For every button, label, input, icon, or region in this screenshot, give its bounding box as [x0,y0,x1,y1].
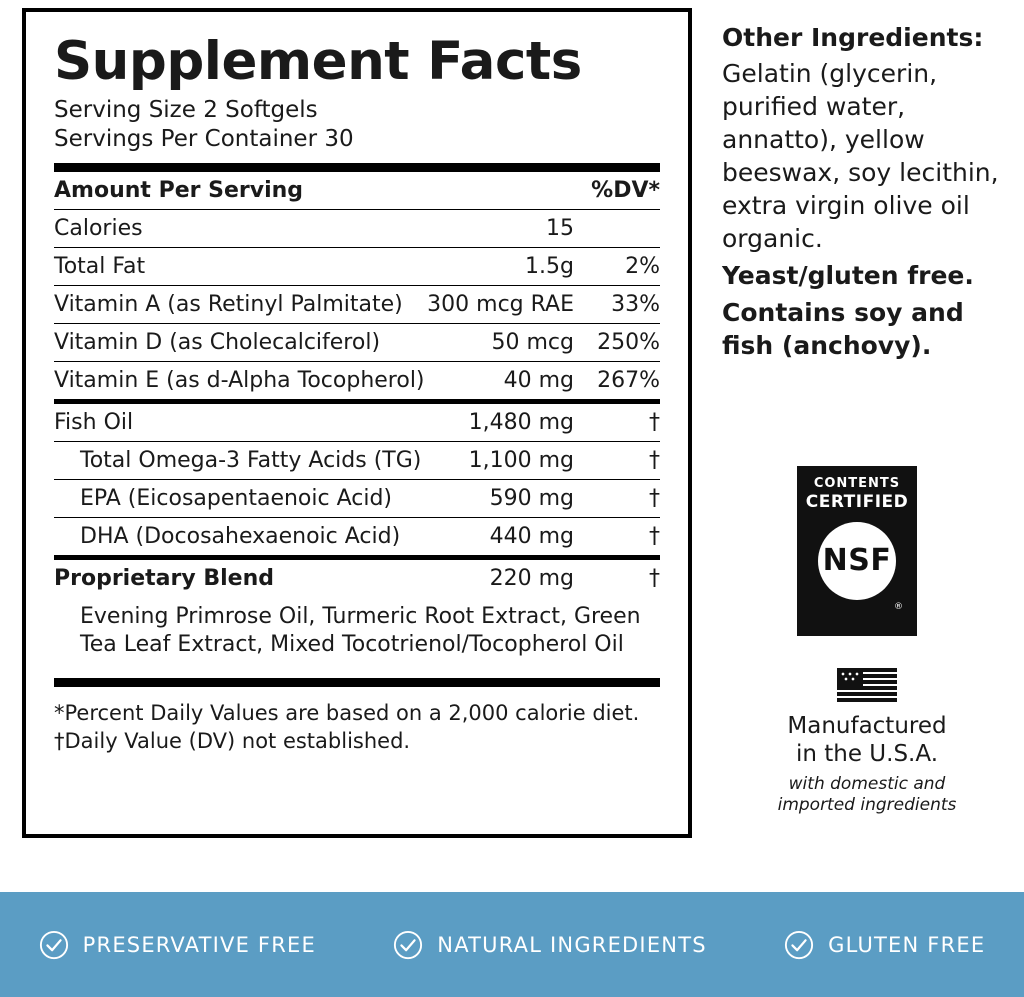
claim-label: GLUTEN FREE [828,932,986,957]
allergen-line-1: Yeast/gluten free. [722,260,974,290]
claim-preservative-free [39,930,316,960]
row-dv: 2% [580,247,660,285]
table-row [54,285,660,323]
row-name: Vitamin A (as Retinyl Palmitate) [54,285,426,323]
table-row [54,209,660,247]
ingredients-origin-line-1: with domestic and [788,774,946,795]
check-circle-icon [39,930,69,960]
row-amount: 15 [426,209,580,247]
row-name: Proprietary Blend [54,565,274,591]
row-amount: 440 mg [426,517,580,557]
manufactured-line-1: Manufactured [787,713,947,739]
table-row [54,557,660,597]
table-row [54,441,660,479]
row-name: Total Fat [54,247,426,285]
row-dv: 33% [580,285,660,323]
header-dv: %DV* [580,172,660,210]
other-ingredients-block [722,22,1007,362]
row-amount: 1,100 mg [426,441,580,479]
divider-thick-bottom [54,678,660,687]
check-circle-icon [393,930,423,960]
row-name: Calories [54,209,426,247]
ingredients-origin-line-2: imported ingredients [777,795,957,816]
manufactured-line-2: in the U.S.A. [795,741,939,768]
row-amount: 1.5g [426,247,580,285]
footnote-dagger: †Daily Value (DV) not established. [54,729,411,754]
servings-per-container: Servings Per Container 30 [54,126,354,153]
row-name: Vitamin E (as d-Alpha Tocopherol) [54,361,426,401]
row-amount: 40 mg [426,361,580,401]
proprietary-blend-description: Evening Primrose Oil, Turmeric Root Extract, Green Tea Leaf Extract, Mixed Tocotrienol/Tocopherol Oil [80,603,641,658]
row-name: EPA (Eicosapentaenoic Acid) [54,479,426,517]
made-in-usa-block [722,668,1012,817]
row-amount: 220 mg [489,565,574,591]
row-dv: 250% [580,323,660,361]
row-dv: † [649,565,660,591]
supplement-facts-title: Supplement Facts [54,31,582,92]
nsf-contents-label: CONTENTS [813,476,901,491]
header-spacer [426,172,580,210]
supplement-facts-table [54,172,660,597]
nsf-mark: NSF [818,522,896,600]
row-name: Total Omega-3 Fatty Acids (TG) [54,441,426,479]
nsf-certified-badge [797,466,917,636]
table-row [54,323,660,361]
claim-label: PRESERVATIVE FREE [82,932,316,957]
nsf-registered-symbol: ® [894,602,903,612]
row-name: DHA (Docosahexaenoic Acid) [54,517,426,557]
table-row [54,247,660,285]
row-amount: 50 mcg [426,323,580,361]
divider-thick-top [54,163,660,172]
row-dv: † [580,517,660,557]
row-amount: 300 mcg RAE [426,285,580,323]
table-row [54,517,660,557]
table-row [54,361,660,401]
claim-natural-ingredients [393,930,706,960]
claims-banner [0,892,1024,997]
check-circle-icon [784,930,814,960]
supplement-facts-panel [22,8,692,838]
nsf-certified-label: CERTIFIED [805,492,909,512]
other-ingredients-body: Gelatin (glycerin, purified water, annatto), yellow beeswax, soy lecithin, extra virgin olive oil organic. [722,58,999,253]
table-header-row [54,172,660,210]
table-row [54,401,660,441]
row-amount: 590 mg [426,479,580,517]
row-dv: † [580,441,660,479]
claim-gluten-free [784,930,985,960]
usa-flag-icon [837,668,897,704]
row-dv: † [580,401,660,441]
footnote-percent-dv: *Percent Daily Values are based on a 2,000 calorie diet. [54,700,640,725]
row-dv: † [580,479,660,517]
row-dv [580,209,660,247]
claim-label: NATURAL INGREDIENTS [437,932,707,957]
row-dv: 267% [580,361,660,401]
header-amount-per-serving: Amount Per Serving [54,172,426,210]
table-row [54,479,660,517]
other-ingredients-title: Other Ingredients: [722,23,984,52]
allergen-line-2: Contains soy and fish (anchovy). [722,297,964,360]
row-name: Vitamin D (as Cholecalciferol) [54,323,426,361]
serving-size: Serving Size 2 Softgels [54,96,318,123]
row-name: Fish Oil [54,401,426,441]
row-amount: 1,480 mg [426,401,580,441]
